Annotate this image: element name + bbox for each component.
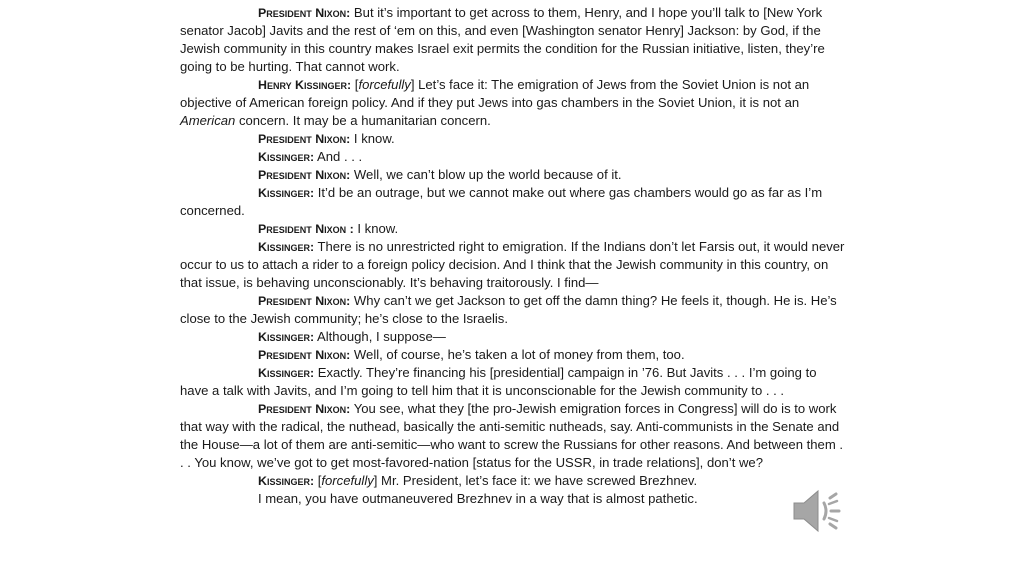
dialogue-text: Although, I suppose— [314, 329, 446, 344]
dialogue-text: Exactly. They’re financing his [presidential] campaign in ’76. But Javits . . . I’m going to have a talk with Javits, and I’m going to tell him that it is unconscionable for the Jewish community to . . . [180, 365, 817, 398]
transcript-paragraph [180, 184, 848, 220]
speaker-label: President Nixon: [258, 132, 351, 146]
speaker-label: President Nixon: [258, 402, 351, 416]
speaker-label: Kissinger: [258, 366, 315, 380]
dialogue-text: Why can’t we get Jackson to get off the damn thing? He feels it, though. He is. He’s close to the Jewish community; he’s close to the Israelis. [180, 293, 837, 326]
audio-speaker-icon[interactable] [790, 485, 846, 537]
transcript-paragraph [180, 76, 848, 130]
speaker-label: Kissinger: [258, 240, 315, 254]
speaker-sound-icon [790, 485, 846, 537]
transcript-paragraph [180, 166, 848, 184]
dialogue-text: ] Let’s face it: The emigration of Jews from the Soviet Union is not an objective of American foreign policy. And if they put Jews into gas chambers in the Soviet Union, it is not an [180, 77, 810, 110]
transcript-text [180, 4, 848, 508]
dialogue-text: ] Mr. President, let’s face it: we have screwed Brezhnev. [373, 473, 698, 488]
speaker-label: Kissinger: [258, 474, 315, 488]
transcript-paragraph [180, 130, 848, 148]
transcript-paragraph [180, 220, 848, 238]
transcript-paragraph [180, 148, 848, 166]
speaker-label: Henry Kissinger: [258, 78, 352, 92]
speaker-label: President Nixon : [258, 222, 354, 236]
transcript-paragraph [180, 490, 848, 508]
dialogue-text: concern. It may be a humanitarian concern. [235, 113, 491, 128]
transcript-paragraph [180, 292, 848, 328]
speaker-label: President Nixon: [258, 348, 351, 362]
transcript-paragraph [180, 328, 848, 346]
dialogue-text: I mean, you have outmaneuvered Brezhnev in a way that is almost pathetic. [258, 491, 698, 506]
dialogue-text: [ [314, 473, 322, 488]
emphasis-text: forcefully [321, 473, 374, 488]
dialogue-text: But it’s important to get across to them, Henry, and I hope you’ll talk to [New York senator Jacob] Javits and the rest of ‘em on this, and even [Washington senator Henry] Jackson: by God, if the Jewish community in this country makes Israel exit permits the condition for the Russian initiative, listen, they’re going to be hurting. That cannot work. [180, 5, 825, 74]
speaker-label: Kissinger: [258, 186, 315, 200]
speaker-label: President Nixon: [258, 6, 351, 20]
dialogue-text: I know. [353, 221, 399, 236]
speaker-label: President Nixon: [258, 168, 351, 182]
transcript-paragraph [180, 4, 848, 76]
transcript-paragraph [180, 238, 848, 292]
dialogue-text: And . . . [314, 149, 363, 164]
dialogue-text: It’d be an outrage, but we cannot make out where gas chambers would go as far as I’m concerned. [180, 185, 823, 218]
dialogue-text: [ [351, 77, 359, 92]
dialogue-text: Well, of course, he’s taken a lot of money from them, too. [350, 347, 685, 362]
speaker-label: Kissinger: [258, 150, 315, 164]
speaker-label: Kissinger: [258, 330, 315, 344]
dialogue-text: There is no unrestricted right to emigration. If the Indians don’t let Farsis out, it would never occur to us to attach a rider to a foreign policy decision. And I think that the Jewish community in this country, on that issue, is behaving unconscionably. It’s behaving traitorously. I find— [180, 239, 845, 290]
transcript-paragraph [180, 472, 848, 490]
dialogue-text: You see, what they [the pro-Jewish emigration forces in Congress] will do is to work that way with the radical, the nuthead, basically the anti-semitic nutheads, say. Anti-communists in the Senate and the House—a lot of them are anti-semitic—who want to screw the Russians for other reasons. And between them . . . You know, we’ve got to get most-favored-nation [status for the USSR, in trade relations], don’t we? [180, 401, 844, 470]
transcript-paragraph [180, 364, 848, 400]
emphasis-text: forcefully [358, 77, 411, 92]
speaker-label: President Nixon: [258, 294, 351, 308]
transcript-paragraph [180, 400, 848, 472]
transcript-paragraph [180, 346, 848, 364]
dialogue-text: I know. [350, 131, 395, 146]
emphasis-text: American [180, 113, 236, 128]
dialogue-text: Well, we can’t blow up the world because of it. [350, 167, 622, 182]
